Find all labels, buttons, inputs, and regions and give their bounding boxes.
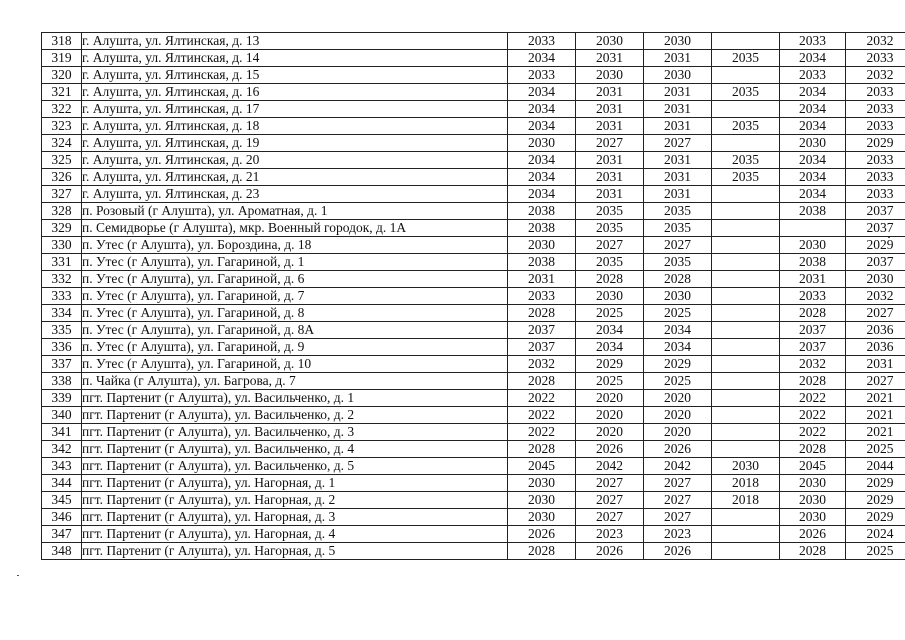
row-number-cell: 323 [42, 118, 82, 135]
year-cell-1: 2028 [508, 441, 576, 458]
row-number-cell: 334 [42, 305, 82, 322]
row-number-cell: 332 [42, 271, 82, 288]
row-number-cell: 345 [42, 492, 82, 509]
year-cell-3: 2027 [644, 237, 712, 254]
year-cell-3: 2027 [644, 475, 712, 492]
year-cell-3: 2026 [644, 543, 712, 560]
year-cell-5: 2034 [780, 84, 846, 101]
year-cell-6: 2033 [846, 84, 905, 101]
year-cell-1: 2034 [508, 50, 576, 67]
table-row [42, 101, 905, 118]
year-cell-4: 2035 [712, 169, 780, 186]
year-cell-5: 2030 [780, 492, 846, 509]
year-cell-3: 2034 [644, 339, 712, 356]
table-row [42, 135, 905, 152]
year-cell-2: 2026 [576, 441, 644, 458]
year-cell-4 [712, 237, 780, 254]
year-cell-2: 2035 [576, 220, 644, 237]
year-cell-2: 2027 [576, 237, 644, 254]
year-cell-2: 2026 [576, 543, 644, 560]
year-cell-5: 2028 [780, 305, 846, 322]
year-cell-6: 2031 [846, 356, 905, 373]
year-cell-1: 2038 [508, 203, 576, 220]
year-cell-5: 2038 [780, 203, 846, 220]
year-cell-3: 2030 [644, 67, 712, 84]
year-cell-1: 2037 [508, 322, 576, 339]
address-cell: пгт. Партенит (г Алушта), ул. Нагорная, д. 4 [82, 526, 508, 543]
year-cell-1: 2032 [508, 356, 576, 373]
building-schedule-table [41, 32, 905, 560]
year-cell-2: 2031 [576, 101, 644, 118]
year-cell-5: 2030 [780, 509, 846, 526]
row-number-cell: 346 [42, 509, 82, 526]
row-number-cell: 328 [42, 203, 82, 220]
address-cell: г. Алушта, ул. Ялтинская, д. 18 [82, 118, 508, 135]
year-cell-5: 2034 [780, 152, 846, 169]
address-cell: п. Утес (г Алушта), ул. Гагариной, д. 1 [82, 254, 508, 271]
year-cell-3: 2027 [644, 135, 712, 152]
year-cell-3: 2035 [644, 203, 712, 220]
address-cell: пгт. Партенит (г Алушта), ул. Васильченко, д. 1 [82, 390, 508, 407]
address-cell: п. Утес (г Алушта), ул. Гагариной, д. 8А [82, 322, 508, 339]
year-cell-5: 2034 [780, 169, 846, 186]
year-cell-4 [712, 186, 780, 203]
year-cell-1: 2028 [508, 373, 576, 390]
table-row [42, 322, 905, 339]
year-cell-4 [712, 356, 780, 373]
year-cell-4 [712, 339, 780, 356]
year-cell-4: 2035 [712, 84, 780, 101]
row-number-cell: 324 [42, 135, 82, 152]
year-cell-6: 2036 [846, 322, 905, 339]
address-cell: г. Алушта, ул. Ялтинская, д. 17 [82, 101, 508, 118]
address-cell: п. Чайка (г Алушта), ул. Багрова, д. 7 [82, 373, 508, 390]
year-cell-4 [712, 101, 780, 118]
year-cell-1: 2034 [508, 101, 576, 118]
table-row [42, 186, 905, 203]
year-cell-3: 2026 [644, 441, 712, 458]
year-cell-2: 2035 [576, 254, 644, 271]
year-cell-3: 2020 [644, 424, 712, 441]
table-row [42, 169, 905, 186]
year-cell-4 [712, 322, 780, 339]
year-cell-4: 2035 [712, 118, 780, 135]
year-cell-6: 2029 [846, 492, 905, 509]
year-cell-3: 2035 [644, 220, 712, 237]
year-cell-4 [712, 220, 780, 237]
year-cell-3: 2031 [644, 101, 712, 118]
year-cell-2: 2023 [576, 526, 644, 543]
address-cell: пгт. Партенит (г Алушта), ул. Васильченко, д. 5 [82, 458, 508, 475]
row-number-cell: 331 [42, 254, 82, 271]
year-cell-5 [780, 220, 846, 237]
year-cell-4 [712, 441, 780, 458]
year-cell-4: 2018 [712, 475, 780, 492]
year-cell-2: 2020 [576, 424, 644, 441]
year-cell-1: 2030 [508, 509, 576, 526]
year-cell-1: 2031 [508, 271, 576, 288]
address-cell: г. Алушта, ул. Ялтинская, д. 16 [82, 84, 508, 101]
year-cell-6: 2025 [846, 441, 905, 458]
row-number-cell: 326 [42, 169, 82, 186]
year-cell-4: 2035 [712, 50, 780, 67]
row-number-cell: 327 [42, 186, 82, 203]
year-cell-5: 2022 [780, 424, 846, 441]
year-cell-2: 2025 [576, 373, 644, 390]
year-cell-1: 2022 [508, 424, 576, 441]
year-cell-5: 2045 [780, 458, 846, 475]
year-cell-1: 2033 [508, 288, 576, 305]
year-cell-2: 2031 [576, 50, 644, 67]
table-row [42, 237, 905, 254]
row-number-cell: 319 [42, 50, 82, 67]
year-cell-1: 2038 [508, 254, 576, 271]
year-cell-6: 2021 [846, 390, 905, 407]
year-cell-4 [712, 373, 780, 390]
year-cell-3: 2030 [644, 33, 712, 50]
year-cell-6: 2027 [846, 305, 905, 322]
table-row [42, 305, 905, 322]
table-row [42, 67, 905, 84]
year-cell-3: 2031 [644, 118, 712, 135]
year-cell-1: 2030 [508, 492, 576, 509]
year-cell-6: 2036 [846, 339, 905, 356]
table-row [42, 492, 905, 509]
year-cell-5: 2022 [780, 407, 846, 424]
year-cell-2: 2030 [576, 33, 644, 50]
row-number-cell: 325 [42, 152, 82, 169]
year-cell-5: 2037 [780, 339, 846, 356]
year-cell-6: 2025 [846, 543, 905, 560]
address-cell: г. Алушта, ул. Ялтинская, д. 14 [82, 50, 508, 67]
row-number-cell: 322 [42, 101, 82, 118]
row-number-cell: 347 [42, 526, 82, 543]
year-cell-5: 2030 [780, 135, 846, 152]
year-cell-6: 2033 [846, 186, 905, 203]
year-cell-2: 2027 [576, 492, 644, 509]
address-cell: пгт. Партенит (г Алушта), ул. Нагорная, д. 5 [82, 543, 508, 560]
table-row [42, 118, 905, 135]
year-cell-3: 2027 [644, 509, 712, 526]
year-cell-2: 2031 [576, 84, 644, 101]
year-cell-1: 2037 [508, 339, 576, 356]
year-cell-1: 2026 [508, 526, 576, 543]
table-row [42, 152, 905, 169]
year-cell-2: 2030 [576, 67, 644, 84]
year-cell-6: 2032 [846, 33, 905, 50]
document-page [41, 32, 894, 560]
year-cell-6: 2033 [846, 152, 905, 169]
year-cell-2: 2027 [576, 135, 644, 152]
year-cell-5: 2034 [780, 118, 846, 135]
year-cell-1: 2028 [508, 543, 576, 560]
year-cell-2: 2030 [576, 288, 644, 305]
year-cell-6: 2024 [846, 526, 905, 543]
year-cell-2: 2034 [576, 339, 644, 356]
year-cell-2: 2027 [576, 475, 644, 492]
address-cell: п. Семидворье (г Алушта), мкр. Военный городок, д. 1А [82, 220, 508, 237]
row-number-cell: 337 [42, 356, 82, 373]
year-cell-3: 2023 [644, 526, 712, 543]
table-row [42, 475, 905, 492]
year-cell-6: 2037 [846, 220, 905, 237]
year-cell-3: 2020 [644, 407, 712, 424]
row-number-cell: 330 [42, 237, 82, 254]
year-cell-1: 2045 [508, 458, 576, 475]
table-row [42, 84, 905, 101]
year-cell-2: 2035 [576, 203, 644, 220]
year-cell-5: 2030 [780, 475, 846, 492]
row-number-cell: 329 [42, 220, 82, 237]
address-cell: п. Утес (г Алушта), ул. Бороздина, д. 18 [82, 237, 508, 254]
table-row [42, 543, 905, 560]
year-cell-4: 2018 [712, 492, 780, 509]
year-cell-5: 2033 [780, 33, 846, 50]
row-number-cell: 343 [42, 458, 82, 475]
year-cell-2: 2020 [576, 407, 644, 424]
row-number-cell: 338 [42, 373, 82, 390]
year-cell-2: 2034 [576, 322, 644, 339]
table-row [42, 339, 905, 356]
year-cell-5: 2033 [780, 67, 846, 84]
year-cell-3: 2031 [644, 169, 712, 186]
table-row [42, 441, 905, 458]
address-cell: г. Алушта, ул. Ялтинская, д. 13 [82, 33, 508, 50]
address-cell: пгт. Партенит (г Алушта), ул. Нагорная, д. 2 [82, 492, 508, 509]
year-cell-5: 2031 [780, 271, 846, 288]
scan-speck [17, 575, 19, 576]
year-cell-4: 2035 [712, 152, 780, 169]
table-row [42, 271, 905, 288]
year-cell-3: 2027 [644, 492, 712, 509]
year-cell-4 [712, 254, 780, 271]
row-number-cell: 342 [42, 441, 82, 458]
year-cell-4 [712, 135, 780, 152]
table-row [42, 356, 905, 373]
year-cell-1: 2022 [508, 407, 576, 424]
table-row [42, 526, 905, 543]
year-cell-5: 2033 [780, 288, 846, 305]
table-row [42, 203, 905, 220]
year-cell-4 [712, 203, 780, 220]
year-cell-6: 2021 [846, 407, 905, 424]
year-cell-5: 2022 [780, 390, 846, 407]
row-number-cell: 341 [42, 424, 82, 441]
year-cell-5: 2028 [780, 373, 846, 390]
row-number-cell: 340 [42, 407, 82, 424]
row-number-cell: 333 [42, 288, 82, 305]
address-cell: пгт. Партенит (г Алушта), ул. Нагорная, д. 1 [82, 475, 508, 492]
year-cell-3: 2035 [644, 254, 712, 271]
year-cell-1: 2034 [508, 186, 576, 203]
year-cell-5: 2028 [780, 441, 846, 458]
year-cell-1: 2030 [508, 135, 576, 152]
year-cell-5: 2037 [780, 322, 846, 339]
address-cell: пгт. Партенит (г Алушта), ул. Нагорная, д. 3 [82, 509, 508, 526]
year-cell-4 [712, 526, 780, 543]
row-number-cell: 318 [42, 33, 82, 50]
address-cell: п. Утес (г Алушта), ул. Гагариной, д. 6 [82, 271, 508, 288]
year-cell-6: 2029 [846, 509, 905, 526]
table-row [42, 390, 905, 407]
table-body [42, 33, 905, 560]
year-cell-3: 2020 [644, 390, 712, 407]
year-cell-1: 2030 [508, 237, 576, 254]
year-cell-4 [712, 390, 780, 407]
year-cell-1: 2022 [508, 390, 576, 407]
year-cell-1: 2034 [508, 118, 576, 135]
year-cell-6: 2029 [846, 135, 905, 152]
year-cell-2: 2020 [576, 390, 644, 407]
address-cell: пгт. Партенит (г Алушта), ул. Васильченко, д. 2 [82, 407, 508, 424]
address-cell: г. Алушта, ул. Ялтинская, д. 23 [82, 186, 508, 203]
row-number-cell: 336 [42, 339, 82, 356]
address-cell: г. Алушта, ул. Ялтинская, д. 20 [82, 152, 508, 169]
year-cell-6: 2044 [846, 458, 905, 475]
year-cell-6: 2033 [846, 118, 905, 135]
year-cell-3: 2031 [644, 186, 712, 203]
year-cell-3: 2034 [644, 322, 712, 339]
row-number-cell: 321 [42, 84, 82, 101]
year-cell-5: 2034 [780, 50, 846, 67]
row-number-cell: 339 [42, 390, 82, 407]
table-row [42, 33, 905, 50]
year-cell-2: 2042 [576, 458, 644, 475]
year-cell-2: 2029 [576, 356, 644, 373]
year-cell-5: 2034 [780, 101, 846, 118]
year-cell-5: 2028 [780, 543, 846, 560]
year-cell-6: 2021 [846, 424, 905, 441]
year-cell-1: 2033 [508, 33, 576, 50]
year-cell-6: 2033 [846, 50, 905, 67]
row-number-cell: 348 [42, 543, 82, 560]
year-cell-3: 2031 [644, 50, 712, 67]
table-row [42, 288, 905, 305]
scan-speck [888, 237, 890, 238]
address-cell: пгт. Партенит (г Алушта), ул. Васильченко, д. 4 [82, 441, 508, 458]
year-cell-6: 2032 [846, 288, 905, 305]
year-cell-4 [712, 509, 780, 526]
year-cell-6: 2033 [846, 169, 905, 186]
address-cell: п. Розовый (г Алушта), ул. Ароматная, д. 1 [82, 203, 508, 220]
year-cell-1: 2034 [508, 84, 576, 101]
year-cell-4 [712, 543, 780, 560]
year-cell-3: 2030 [644, 288, 712, 305]
table-row [42, 424, 905, 441]
year-cell-4 [712, 67, 780, 84]
address-cell: г. Алушта, ул. Ялтинская, д. 19 [82, 135, 508, 152]
year-cell-3: 2031 [644, 84, 712, 101]
year-cell-6: 2027 [846, 373, 905, 390]
table-row [42, 50, 905, 67]
row-number-cell: 344 [42, 475, 82, 492]
year-cell-6: 2029 [846, 475, 905, 492]
year-cell-5: 2038 [780, 254, 846, 271]
year-cell-4 [712, 424, 780, 441]
year-cell-4 [712, 407, 780, 424]
year-cell-6: 2037 [846, 203, 905, 220]
year-cell-4 [712, 271, 780, 288]
year-cell-1: 2034 [508, 169, 576, 186]
year-cell-2: 2031 [576, 118, 644, 135]
year-cell-6: 2037 [846, 254, 905, 271]
year-cell-2: 2027 [576, 509, 644, 526]
year-cell-5: 2032 [780, 356, 846, 373]
year-cell-5: 2030 [780, 237, 846, 254]
row-number-cell: 320 [42, 67, 82, 84]
year-cell-5: 2026 [780, 526, 846, 543]
table-row [42, 373, 905, 390]
year-cell-6: 2033 [846, 101, 905, 118]
year-cell-6: 2029 [846, 237, 905, 254]
table-row [42, 254, 905, 271]
year-cell-2: 2031 [576, 152, 644, 169]
year-cell-3: 2025 [644, 305, 712, 322]
year-cell-3: 2029 [644, 356, 712, 373]
address-cell: п. Утес (г Алушта), ул. Гагариной, д. 8 [82, 305, 508, 322]
year-cell-3: 2031 [644, 152, 712, 169]
year-cell-3: 2025 [644, 373, 712, 390]
year-cell-4 [712, 305, 780, 322]
table-row [42, 509, 905, 526]
year-cell-2: 2025 [576, 305, 644, 322]
address-cell: г. Алушта, ул. Ялтинская, д. 15 [82, 67, 508, 84]
year-cell-1: 2033 [508, 67, 576, 84]
year-cell-1: 2030 [508, 475, 576, 492]
year-cell-2: 2028 [576, 271, 644, 288]
year-cell-4 [712, 33, 780, 50]
year-cell-2: 2031 [576, 186, 644, 203]
year-cell-2: 2031 [576, 169, 644, 186]
year-cell-4 [712, 288, 780, 305]
address-cell: г. Алушта, ул. Ялтинская, д. 21 [82, 169, 508, 186]
address-cell: п. Утес (г Алушта), ул. Гагариной, д. 10 [82, 356, 508, 373]
address-cell: пгт. Партенит (г Алушта), ул. Васильченко, д. 3 [82, 424, 508, 441]
table-row [42, 407, 905, 424]
address-cell: п. Утес (г Алушта), ул. Гагариной, д. 9 [82, 339, 508, 356]
year-cell-6: 2030 [846, 271, 905, 288]
address-cell: п. Утес (г Алушта), ул. Гагариной, д. 7 [82, 288, 508, 305]
year-cell-4: 2030 [712, 458, 780, 475]
table-row [42, 458, 905, 475]
year-cell-1: 2028 [508, 305, 576, 322]
year-cell-6: 2032 [846, 67, 905, 84]
year-cell-1: 2034 [508, 152, 576, 169]
year-cell-5: 2034 [780, 186, 846, 203]
year-cell-3: 2028 [644, 271, 712, 288]
row-number-cell: 335 [42, 322, 82, 339]
year-cell-3: 2042 [644, 458, 712, 475]
table-row [42, 220, 905, 237]
year-cell-1: 2038 [508, 220, 576, 237]
